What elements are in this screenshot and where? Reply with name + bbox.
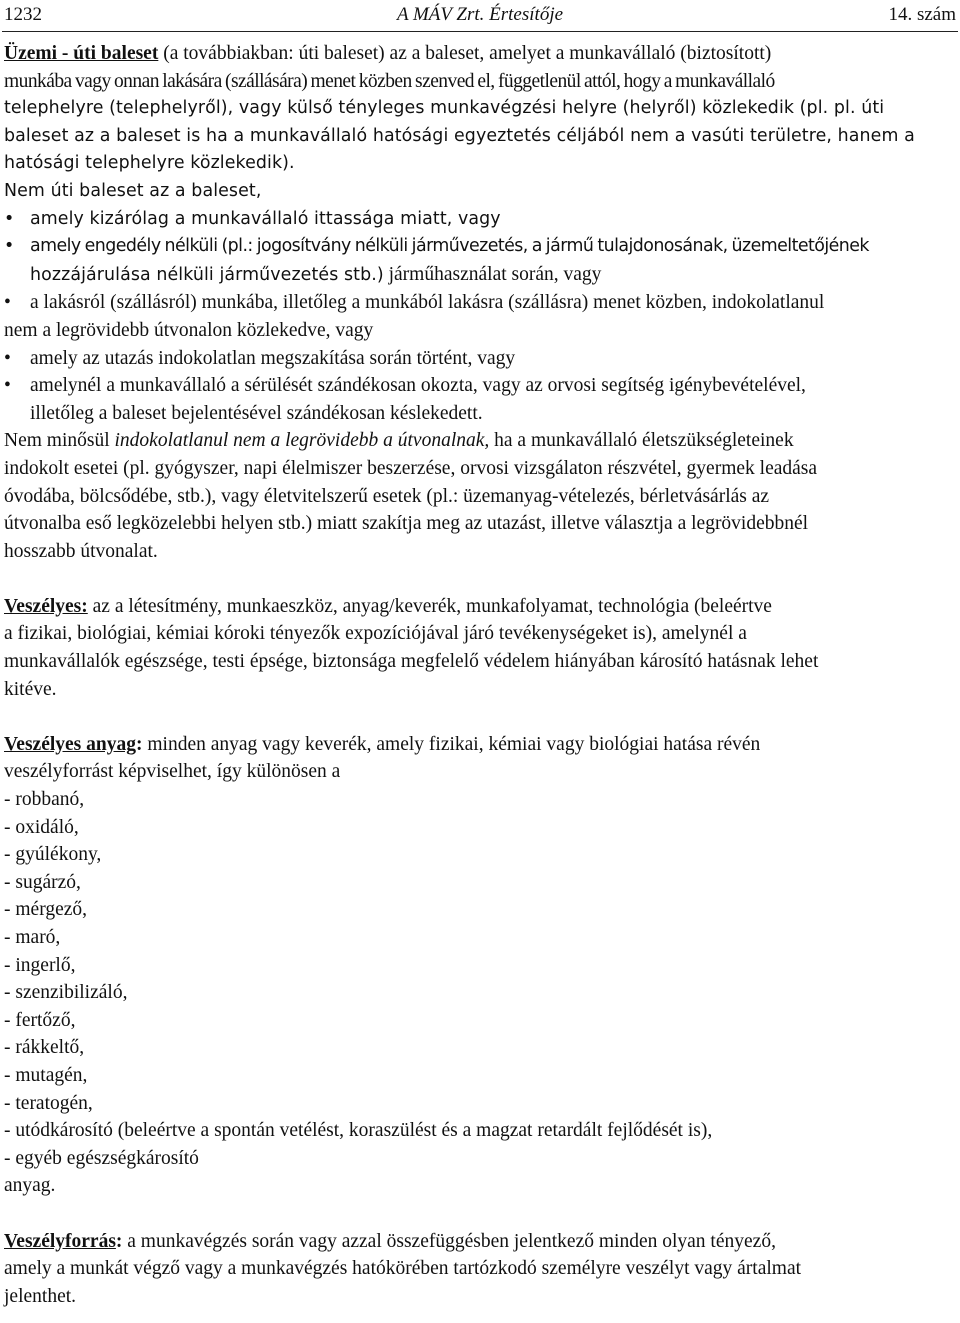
- bullet-item-continuation: illetőleg a baleset bejelentésével szándékosan késlekedett.: [30, 402, 483, 424]
- bullet-item-continuation: hozzájárulása nélküli járművezetés stb.) járműhasználat során, vagy: [30, 263, 602, 285]
- list-item: - rákkeltő,: [4, 1037, 85, 1059]
- issue-number: 14. szám: [888, 4, 956, 25]
- text-line: hatósági telephelyre közlekedik).: [4, 153, 295, 174]
- page-number: 1232: [4, 4, 42, 25]
- publication-title: A MÁV Zrt. Értesítője: [396, 4, 564, 25]
- list-item: - gyúlékony,: [4, 844, 102, 866]
- term-heading: Veszélyes anyag: [4, 733, 136, 755]
- paragraph-gap: [4, 1200, 956, 1228]
- text-line: jelenthet.: [4, 1285, 77, 1307]
- page-header: [4, 4, 956, 28]
- list-item: - teratogén,: [4, 1092, 93, 1114]
- paragraph-gap: [4, 703, 956, 731]
- substance-list: [4, 786, 956, 1200]
- text-line: munkába vagy onnan lakására (szállására) menet közben szenved el, függetlenül attól, hogy a munkavállaló: [4, 70, 775, 92]
- list-item: - maró,: [4, 927, 61, 948]
- definition-hazard-source: [4, 1228, 956, 1311]
- list-item: - fertőző,: [4, 1009, 76, 1031]
- bullet-icon: •: [4, 347, 11, 369]
- bullet-icon: •: [4, 208, 15, 229]
- text-line: nem a legrövidebb útvonalon közlekedve, vagy: [4, 319, 374, 341]
- list-item: - egyéb egészségkárosító: [4, 1147, 199, 1169]
- definition-hazardous-substance: [4, 731, 956, 1200]
- text-line: Veszélyes anyag: minden anyag vagy keverék, amely fizikai, kémiai vagy biológiai hatása révén: [4, 733, 761, 755]
- term-heading: Üzemi - úti baleset: [4, 43, 159, 64]
- term-heading: Veszélyforrás: [4, 1230, 116, 1252]
- text-line: Nem minősül indokolatlanul nem a legrövidebb a útvonalnak, ha a munkavállaló életszükségleteinek: [4, 430, 794, 452]
- text-line: veszélyforrást képviselhet, így különösen a: [4, 761, 341, 783]
- text-line: a fizikai, biológiai, kémiai kóroki tényezők expozíciójával járó tevékenységeket is), amelynél a: [4, 623, 747, 645]
- header-divider: [2, 31, 958, 32]
- bullet-item: • a lakásról (szállásról) munkába, illetőleg a munkából lakásra (szállásra) menet közben, indokolatlanul: [4, 289, 956, 317]
- text-line: óvodába, bölcsődébe, stb.), vagy életvitelszerű esetek (pl.: üzemanyag-vételezés, bérletvásárlás az: [4, 485, 770, 507]
- text-line: Veszélyforrás: a munkavégzés során vagy azzal összefüggésben jelentkező minden olyan tényező,: [4, 1230, 776, 1252]
- list-item: - sugárzó,: [4, 871, 81, 893]
- list-item: - oxidáló,: [4, 816, 79, 838]
- text-line: Üzemi - úti baleset (a továbbiakban: úti baleset) az a baleset, amelyet a munkavállaló (biztosított): [4, 43, 772, 64]
- text-line: amely a munkát végző vagy a munkavégzés hatókörében tartózkodó személyre veszélyt vagy ártalmat: [4, 1258, 802, 1280]
- text-line: Veszélyes: az a létesítmény, munkaeszköz, anyag/keverék, munkafolyamat, technológia (beleértve: [4, 595, 772, 617]
- text-line: munkavállalók egészsége, testi épsége, biztonsága megfelelő védelem hiányában károsító hatásnak lehet: [4, 651, 819, 673]
- definition-commute-accident: [4, 40, 956, 565]
- list-item: - robbanó,: [4, 789, 85, 811]
- paragraph-gap: [4, 565, 956, 593]
- definition-hazardous: [4, 593, 956, 703]
- list-item: anyag.: [4, 1175, 56, 1197]
- list-item: - utódkárosító (beleértve a spontán vetélést, koraszülést és a magzat retardált fejlődését is),: [4, 1120, 713, 1142]
- italic-phrase: indokolatlanul nem a legrövidebb a útvonalnak,: [114, 430, 490, 452]
- text-line: indokolt esetei (pl. gyógyszer, napi élelmiszer beszerzése, orvosi vizsgálaton részvétel, gyermek leadása: [4, 457, 818, 479]
- text-line: kitéve.: [4, 678, 57, 700]
- bullet-item: • amelynél a munkavállaló a sérülését szándékosan okozta, vagy az orvosi segítség igénybevételével,: [4, 372, 956, 400]
- list-item: - mérgező,: [4, 899, 88, 921]
- bullet-item: • amely engedély nélküli (pl.: jogosítvány nélküli járművezetés, a jármű tulajdonosának, üzemeltetőjének: [4, 233, 956, 261]
- text-line: hosszabb útvonalat.: [4, 540, 158, 562]
- text-line: Nem úti baleset az a baleset,: [4, 180, 262, 201]
- document-body: [4, 40, 956, 1310]
- bullet-icon: •: [4, 236, 14, 257]
- bullet-icon: •: [4, 292, 11, 314]
- bullet-icon: •: [4, 375, 11, 397]
- text-line: útvonalba eső legközelebbi helyen stb.) miatt szakítja meg az utazást, illetve választja a legrövidebbnél: [4, 513, 809, 535]
- bullet-item: • amely kizárólag a munkavállaló ittassága miatt, vagy: [4, 206, 956, 234]
- list-item: - ingerlő,: [4, 954, 76, 976]
- list-item: - mutagén,: [4, 1064, 88, 1086]
- term-heading: Veszélyes:: [4, 595, 88, 617]
- list-item: - szenzibilizáló,: [4, 982, 128, 1004]
- text-line: baleset az a baleset is ha a munkavállaló hatósági egyeztetés céljából nem a vasúti területre, hanem a: [4, 125, 915, 146]
- bullet-item: • amely az utazás indokolatlan megszakítása során történt, vagy: [4, 345, 956, 373]
- text-line: telephelyre (telephelyről), vagy külső tényleges munkavégzési helyre (helyről) közlekedik (pl. pl. úti: [4, 98, 885, 119]
